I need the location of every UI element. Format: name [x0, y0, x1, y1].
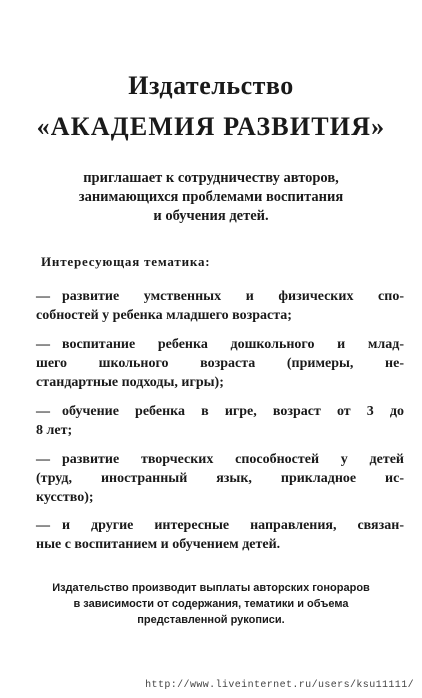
topic-line: кусство);: [36, 490, 94, 505]
publisher-label: Издательство: [128, 71, 294, 100]
topic-item: [36, 402, 404, 440]
topic-line: шего школьного возраста (примеры, не-: [36, 356, 404, 371]
topic-line: 8 лет;: [36, 423, 73, 438]
publisher-name: «АКАДЕМИЯ РАЗВИТИЯ»: [36, 112, 386, 141]
topic-line: (труд, иностранный язык, прикладное ис-: [36, 471, 404, 486]
footer-line: в зависимости от содержания, тематики и объема: [73, 598, 349, 610]
topic-dash: —: [36, 289, 50, 304]
topic-line: и другие интересные направления, связан-: [62, 518, 404, 533]
topic-item: [36, 287, 404, 325]
invitation-line: приглашает к сотрудничеству авторов,: [83, 170, 339, 186]
topic-dash: —: [36, 452, 50, 467]
topic-dash: —: [36, 518, 50, 533]
topic-item: [36, 450, 404, 507]
topic-line: собностей у ребенка младшего возраста;: [36, 308, 292, 323]
footer-note: [0, 580, 422, 628]
topic-line: воспитание ребенка дошкольного и млад-: [62, 337, 404, 352]
invitation-text: [0, 169, 422, 226]
footer-line: представленной рукописи.: [137, 614, 285, 626]
topic-dash: —: [36, 404, 50, 419]
topic-item: [36, 335, 404, 392]
topic-line: развитие умственных и физических спо-: [62, 289, 404, 304]
watermark-url: http://www.liveinternet.ru/users/ksu11111/: [145, 680, 414, 691]
topic-item: [36, 516, 404, 554]
footer-line: Издательство производит выплаты авторских гонораров: [52, 582, 370, 594]
topics-label: Интересующая тематика:: [41, 254, 211, 269]
topic-line: развитие творческих способностей у детей: [62, 452, 404, 467]
topic-line: ные с воспитанием и обучением детей.: [36, 537, 281, 552]
invitation-line: и обучения детей.: [153, 208, 269, 224]
topic-line: стандартные подходы, игры);: [36, 375, 224, 390]
topic-line: обучение ребенка в игре, возраст от 3 до: [62, 404, 404, 419]
invitation-line: занимающихся проблемами воспитания: [78, 189, 344, 205]
topic-dash: —: [36, 337, 50, 352]
